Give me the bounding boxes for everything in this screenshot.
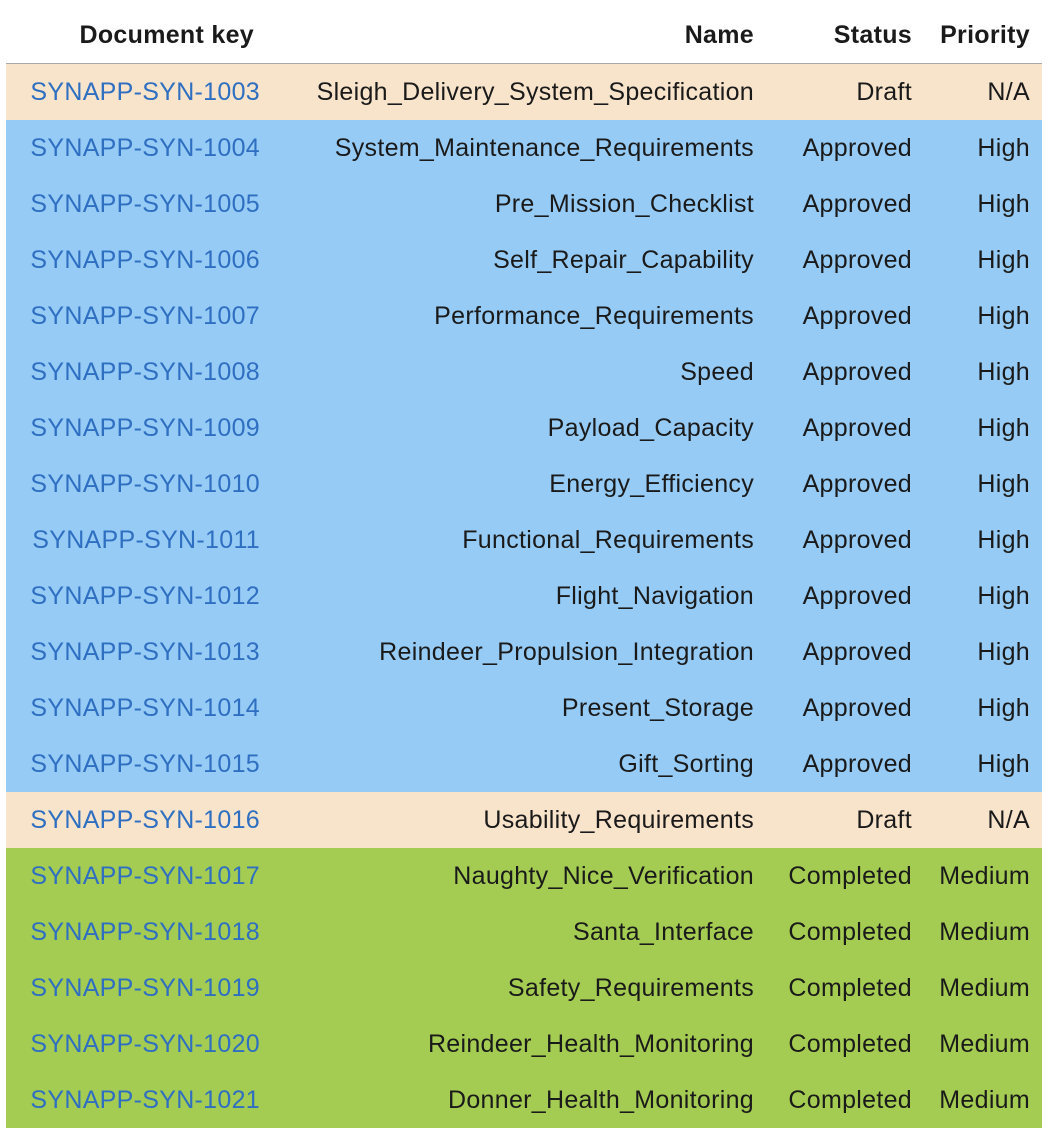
status-cell: Draft [856, 77, 912, 106]
priority-cell: Medium [939, 917, 1030, 946]
document-name: Safety_Requirements [507, 973, 754, 1002]
table-row[interactable] [6, 792, 1042, 848]
table-row[interactable] [6, 64, 1042, 121]
document-name: Donner_Health_Monitoring [448, 1085, 754, 1114]
document-key-link[interactable]: SYNAPP-SYN-1010 [30, 469, 260, 498]
priority-cell: High [977, 525, 1030, 554]
document-key-link[interactable]: SYNAPP-SYN-1003 [30, 77, 260, 106]
table-row[interactable] [6, 288, 1042, 344]
document-name: Santa_Interface [572, 917, 754, 946]
table-row[interactable] [6, 400, 1042, 456]
document-name: Reindeer_Health_Monitoring [427, 1029, 754, 1058]
document-name: Usability_Requirements [483, 805, 754, 834]
document-name: Payload_Capacity [547, 413, 754, 442]
document-key-link[interactable]: SYNAPP-SYN-1007 [30, 301, 260, 330]
priority-cell: High [977, 469, 1030, 498]
document-name: Naughty_Nice_Verification [453, 861, 754, 890]
document-name: Gift_Sorting [618, 749, 754, 778]
table-row[interactable] [6, 624, 1042, 680]
priority-cell: High [977, 581, 1030, 610]
table-body [6, 64, 1042, 1129]
column-header-name[interactable]: Name [266, 8, 766, 64]
document-key-link[interactable]: SYNAPP-SYN-1016 [30, 805, 260, 834]
table-row[interactable] [6, 232, 1042, 288]
table-row[interactable] [6, 736, 1042, 792]
priority-cell: High [977, 133, 1030, 162]
priority-cell: N/A [987, 805, 1030, 834]
document-key-link[interactable]: SYNAPP-SYN-1015 [30, 749, 260, 778]
column-header-priority[interactable]: Priority [924, 8, 1042, 64]
status-cell: Completed [788, 917, 912, 946]
status-cell: Approved [802, 693, 912, 722]
table-row[interactable] [6, 960, 1042, 1016]
column-header-status[interactable]: Status [766, 8, 924, 64]
status-cell: Approved [802, 301, 912, 330]
document-key-link[interactable]: SYNAPP-SYN-1014 [30, 693, 260, 722]
priority-cell: Medium [939, 1029, 1030, 1058]
priority-cell: High [977, 189, 1030, 218]
document-name: Pre_Mission_Checklist [494, 189, 754, 218]
document-name: Performance_Requirements [434, 301, 754, 330]
priority-cell: High [977, 413, 1030, 442]
document-key-link[interactable]: SYNAPP-SYN-1006 [30, 245, 260, 274]
status-cell: Approved [802, 189, 912, 218]
column-header-document-key[interactable]: Document key [6, 8, 266, 64]
document-key-link[interactable]: SYNAPP-SYN-1011 [32, 525, 260, 554]
priority-cell: High [977, 245, 1030, 274]
table-row[interactable] [6, 680, 1042, 736]
document-name: Flight_Navigation [555, 581, 754, 610]
document-key-link[interactable]: SYNAPP-SYN-1005 [30, 189, 260, 218]
document-name: Sleigh_Delivery_System_Specification [316, 77, 754, 106]
status-cell: Completed [788, 861, 912, 890]
document-key-link[interactable]: SYNAPP-SYN-1021 [30, 1085, 260, 1114]
status-cell: Draft [856, 805, 912, 834]
priority-cell: Medium [939, 973, 1030, 1002]
status-cell: Approved [802, 581, 912, 610]
table-row[interactable] [6, 512, 1042, 568]
document-key-link[interactable]: SYNAPP-SYN-1017 [30, 861, 260, 890]
document-name: Functional_Requirements [462, 525, 754, 554]
status-cell: Approved [802, 133, 912, 162]
table-row[interactable] [6, 176, 1042, 232]
status-cell: Approved [802, 637, 912, 666]
priority-cell: High [977, 357, 1030, 386]
priority-cell: High [977, 749, 1030, 778]
status-cell: Completed [788, 1029, 912, 1058]
status-cell: Approved [802, 469, 912, 498]
priority-cell: Medium [939, 861, 1030, 890]
document-key-link[interactable]: SYNAPP-SYN-1020 [30, 1029, 260, 1058]
priority-cell: High [977, 693, 1030, 722]
document-name: Reindeer_Propulsion_Integration [379, 637, 754, 666]
document-key-link[interactable]: SYNAPP-SYN-1013 [30, 637, 260, 666]
document-name: Self_Repair_Capability [493, 245, 754, 274]
priority-cell: Medium [939, 1085, 1030, 1114]
document-name: Present_Storage [561, 693, 754, 722]
table-row[interactable] [6, 120, 1042, 176]
document-key-link[interactable]: SYNAPP-SYN-1009 [30, 413, 260, 442]
table-header [6, 8, 1042, 64]
document-key-link[interactable]: SYNAPP-SYN-1004 [30, 133, 260, 162]
document-key-link[interactable]: SYNAPP-SYN-1008 [30, 357, 260, 386]
status-cell: Approved [802, 413, 912, 442]
document-key-link[interactable]: SYNAPP-SYN-1019 [30, 973, 260, 1002]
document-name: Speed [680, 357, 754, 386]
header-row [6, 8, 1042, 64]
priority-cell: High [977, 637, 1030, 666]
priority-cell: High [977, 301, 1030, 330]
status-cell: Approved [802, 245, 912, 274]
documents-table [6, 8, 1042, 1128]
document-name: Energy_Efficiency [549, 469, 754, 498]
status-cell: Approved [802, 525, 912, 554]
status-cell: Completed [788, 973, 912, 1002]
document-key-link[interactable]: SYNAPP-SYN-1018 [30, 917, 260, 946]
status-cell: Completed [788, 1085, 912, 1114]
table-row[interactable] [6, 456, 1042, 512]
table-row[interactable] [6, 344, 1042, 400]
table-row[interactable] [6, 904, 1042, 960]
status-cell: Approved [802, 357, 912, 386]
table-row[interactable] [6, 568, 1042, 624]
table-row[interactable] [6, 848, 1042, 904]
table-row[interactable] [6, 1072, 1042, 1128]
table-row[interactable] [6, 1016, 1042, 1072]
status-cell: Approved [802, 749, 912, 778]
document-key-link[interactable]: SYNAPP-SYN-1012 [30, 581, 260, 610]
priority-cell: N/A [987, 77, 1030, 106]
document-name: System_Maintenance_Requirements [334, 133, 754, 162]
